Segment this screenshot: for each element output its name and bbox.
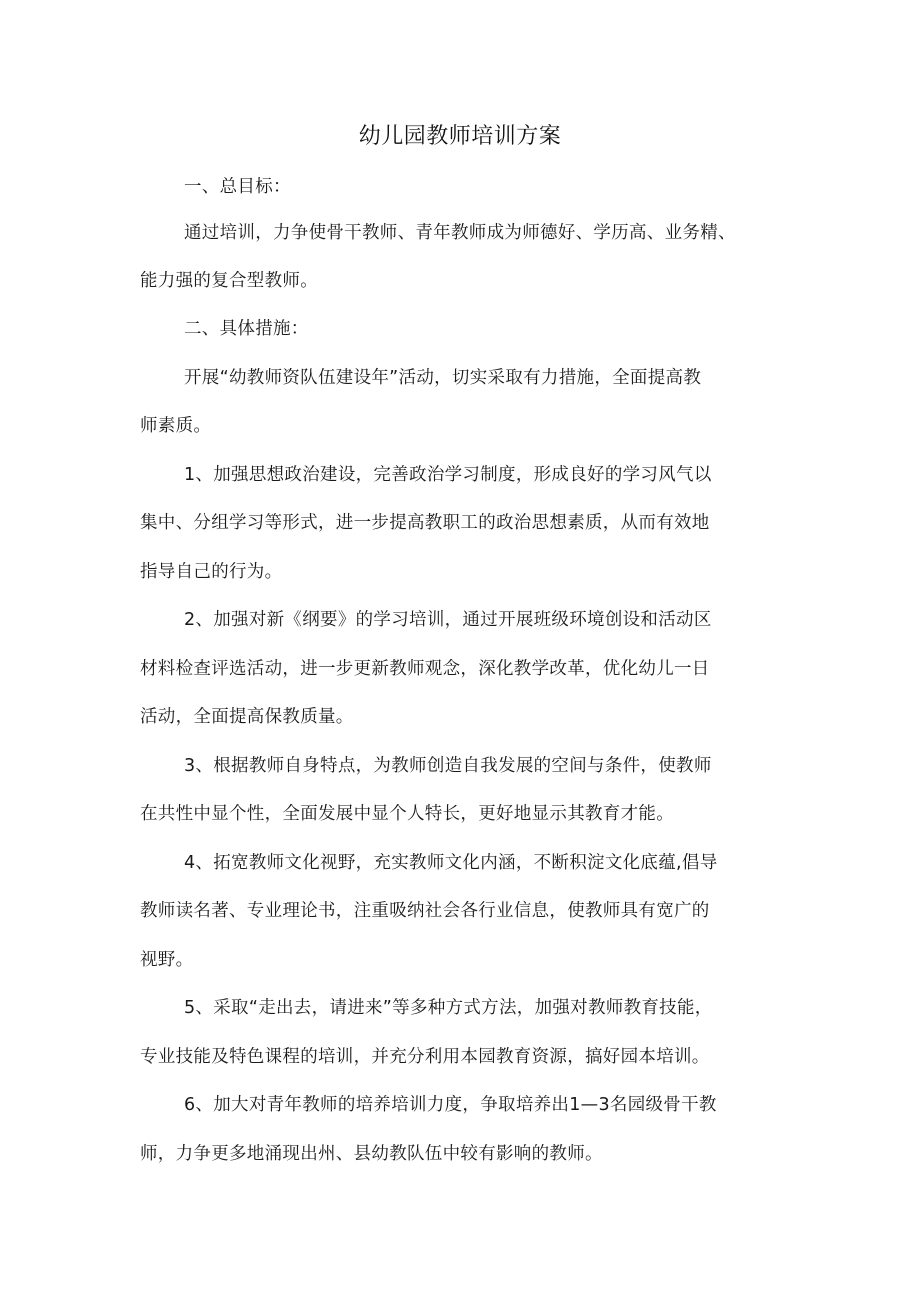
section-heading-measures: 二、具体措施： [184, 319, 309, 339]
paragraph-line: 材料检查评选活动，进一步更新教师观念，深化教学改革，优化幼儿一日 [140, 659, 710, 679]
paragraph-line: 视野。 [140, 950, 194, 970]
section-heading-goal: 一、总目标： [184, 177, 291, 197]
paragraph-line: 5、采取“走出去，请进来”等多种方式方法，加强对教师教育技能， [184, 998, 713, 1018]
paragraph-line: 指导自己的行为。 [140, 562, 283, 582]
paragraph-line: 3、根据教师自身特点，为教师创造自我发展的空间与条件，使教师 [184, 756, 712, 776]
paragraph-line: 开展“幼教师资队伍建设年”活动，切实采取有力措施，全面提高教 [184, 368, 702, 388]
paragraph-line: 活动，全面提高保教质量。 [140, 707, 354, 727]
paragraph-line: 2、加强对新《纲要》的学习培训，通过开展班级环境创设和活动区 [184, 610, 712, 630]
paragraph-line: 在共性中显个性，全面发展中显个人特长，更好地显示其教育才能。 [140, 804, 674, 824]
paragraph-line: 集中、分组学习等形式，进一步提高教职工的政治思想素质，从而有效地 [140, 513, 710, 533]
paragraph-line: 能力强的复合型教师。 [140, 271, 318, 291]
paragraph-line: 师素质。 [140, 416, 212, 436]
paragraph-line: 师，力争更多地涌现出州、县幼教队伍中较有影响的教师。 [140, 1144, 603, 1164]
paragraph-line: 通过培训，力争使骨干教师、青年教师成为师德好、学历高、业务精、 [184, 223, 736, 243]
paragraph-line: 教师读名著、专业理论书，注重吸纳社会各行业信息，使教师具有宽广的 [140, 901, 710, 921]
paragraph-line: 4、拓宽教师文化视野，充实教师文化内涵，不断积淀文化底蕴,倡导 [184, 853, 718, 873]
paragraph-line: 1、加强思想政治建设，完善政治学习制度，形成良好的学习风气以 [184, 465, 712, 485]
document-title: 幼儿园教师培训方案 [358, 124, 562, 149]
paragraph-line: 专业技能及特色课程的培训，并充分利用本园教育资源，搞好园本培训。 [140, 1047, 710, 1067]
paragraph-line: 6、加大对青年教师的培养培训力度，争取培养出1—3名园级骨干教 [184, 1095, 717, 1115]
